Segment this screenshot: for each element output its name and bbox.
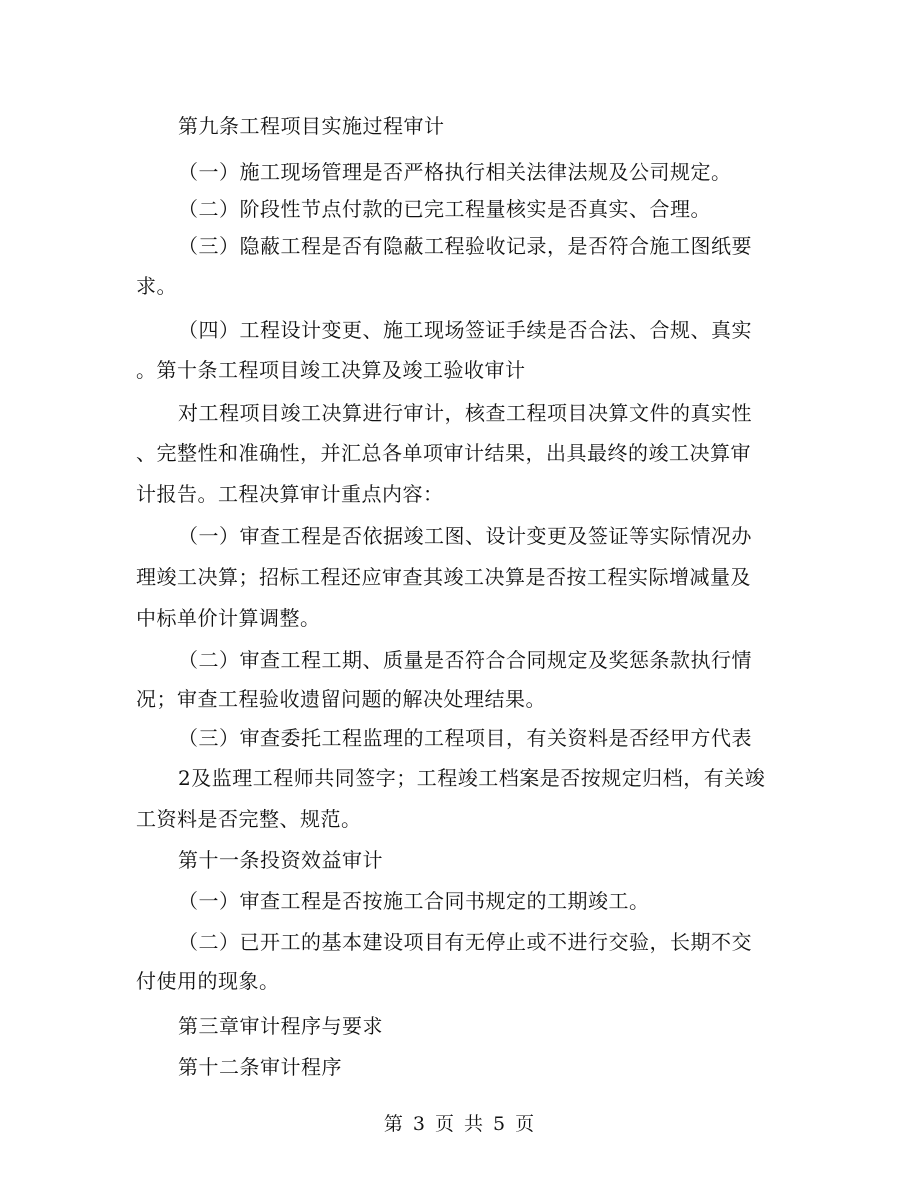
paragraph-line: （二）已开工的基本建设项目有无停止或不进行交验，长期不交 — [178, 930, 752, 954]
page-footer: 第 3 页 共 5 页 — [383, 1113, 537, 1135]
paragraph-line: （二）阶段性节点付款的已完工程量核实是否真实、合理。 — [178, 197, 711, 221]
heading-article-10: 。第十条工程项目竣工决算及竣工验收审计 — [136, 358, 526, 382]
paragraph-line: （二）审查工程工期、质量是否符合合同规定及奖惩条款执行情 — [178, 648, 752, 672]
paragraph-line: （三）隐蔽工程是否有隐蔽工程验收记录，是否符合施工图纸要 — [178, 234, 752, 258]
paragraph-line: 付使用的现象。 — [136, 969, 280, 993]
paragraph-line: 求。 — [136, 274, 177, 298]
paragraph-line: 工资料是否完整、规范。 — [136, 807, 362, 831]
heading-article-9: 第九条工程项目实施过程审计 — [178, 114, 445, 138]
paragraph-line: 2及监理工程师共同签字；工程竣工档案是否按规定归档，有关竣 — [178, 766, 766, 790]
paragraph-line: （一）审查工程是否依据竣工图、设计变更及签证等实际情况办 — [178, 524, 752, 548]
heading-article-12: 第十二条审计程序 — [178, 1055, 342, 1079]
paragraph-line: 况；审查工程验收遗留问题的解决处理结果。 — [136, 687, 546, 711]
paragraph-line: 对工程项目竣工决算进行审计，核查工程项目决算文件的真实性 — [178, 401, 752, 425]
paragraph-line: （一）施工现场管理是否严格执行相关法律法规及公司规定。 — [178, 160, 732, 184]
heading-chapter-3: 第三章审计程序与要求 — [178, 1014, 383, 1038]
paragraph-line: （四）工程设计变更、施工现场签证手续是否合法、合规、真实 — [178, 318, 752, 342]
heading-article-11: 第十一条投资效益审计 — [178, 848, 383, 872]
paragraph-line: （三）审查委托工程监理的工程项目，有关资料是否经甲方代表 — [178, 726, 752, 750]
paragraph-line: 计报告。工程决算审计重点内容： — [136, 482, 444, 506]
paragraph-line: 中标单价计算调整。 — [136, 606, 321, 630]
paragraph-line: 理竣工决算；招标工程还应审查其竣工决算是否按工程实际增减量及 — [136, 565, 751, 589]
paragraph-line: （一）审查工程是否按施工合同书规定的工期竣工。 — [178, 889, 650, 913]
paragraph-line: 、完整性和准确性，并汇总各单项审计结果，出具最终的竣工决算审 — [136, 441, 751, 465]
